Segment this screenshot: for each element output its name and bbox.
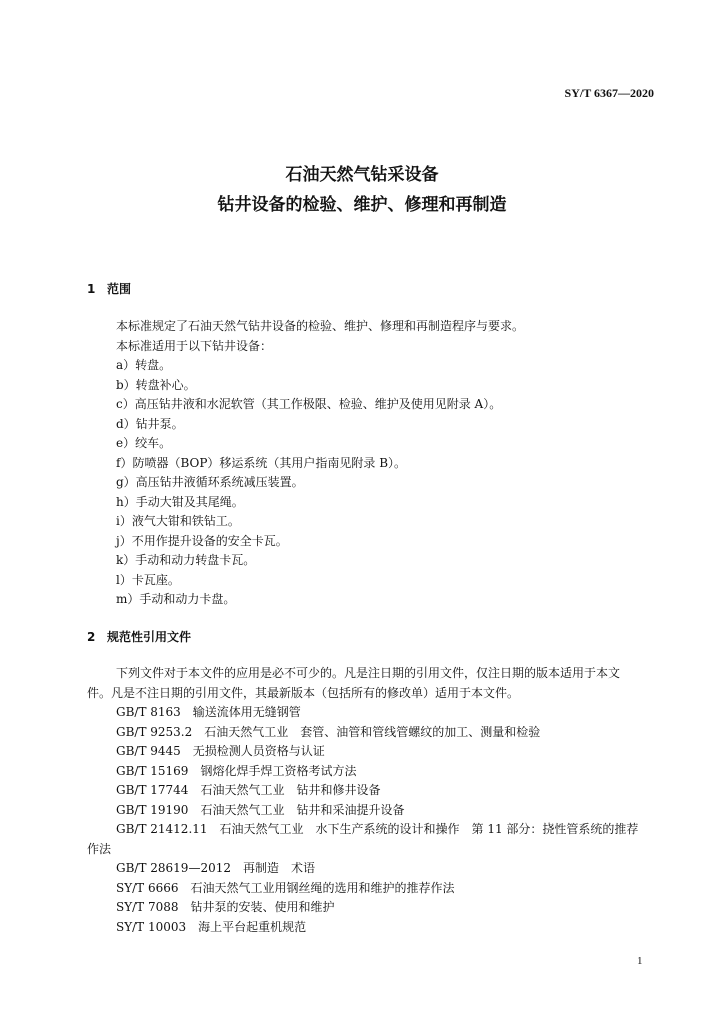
reference-item: GB/T 8163 输送流体用无缝钢管 <box>116 705 301 719</box>
document-title-line-2: 钻井设备的检验、维护、修理和再制造 <box>217 195 507 215</box>
section-1-number: 1 <box>87 282 96 296</box>
reference-item: GB/T 9253.2 石油天然气工业 套管、油管和管线管螺纹的加工、测量和检验 <box>116 725 541 739</box>
reference-item: SY/T 10003 海上平台起重机规范 <box>116 920 307 934</box>
list-item: f）防喷器（BOP）移运系统（其用户指南见附录 B）。 <box>116 456 407 470</box>
list-item: a）转盘。 <box>116 358 172 372</box>
list-item: h）手动大钳及其尾绳。 <box>116 495 244 509</box>
page-number: 1 <box>637 955 643 967</box>
reference-item: SY/T 6666 石油天然气工业用钢丝绳的选用和维护的推荐作法 <box>116 881 455 895</box>
reference-item-continuation: 作法 <box>87 842 112 856</box>
section-1-intro-2: 本标准适用于以下钻井设备： <box>116 339 273 353</box>
document-title-line-1: 石油天然气钻采设备 <box>285 165 439 185</box>
list-item: l）卡瓦座。 <box>116 573 180 587</box>
list-item: i）液气大钳和铁钻工。 <box>116 514 240 528</box>
reference-item: GB/T 9445 无损检测人员资格与认证 <box>116 744 325 758</box>
standard-code: SY/T 6367—2020 <box>564 86 654 100</box>
section-2-number: 2 <box>87 630 96 644</box>
reference-item: GB/T 17744 石油天然气工业 钻井和修井设备 <box>116 783 381 797</box>
reference-item: SY/T 7088 钻井泵的安装、使用和维护 <box>116 900 335 914</box>
list-item: e）绞车。 <box>116 436 172 450</box>
section-2-paragraph-line-2: 件。凡是不注日期的引用文件，其最新版本（包括所有的修改单）适用于本文件。 <box>87 686 520 700</box>
reference-item: GB/T 21412.11 石油天然气工业 水下生产系统的设计和操作 第 11 部分：挠性管系统的推荐 <box>116 822 639 836</box>
section-2-paragraph-line-1: 下列文件对于本文件的应用是必不可少的。凡是注日期的引用文件，仅注日期的版本适用于本文 <box>116 666 621 680</box>
reference-item: GB/T 28619—2012 再制造 术语 <box>116 861 315 875</box>
list-item: g）高压钻井液循环系统减压装置。 <box>116 475 304 489</box>
list-item: c）高压钻井液和水泥软管（其工作极限、检验、维护及使用见附录 A）。 <box>116 397 502 411</box>
reference-item: GB/T 15169 钢熔化焊手焊工资格考试方法 <box>116 764 357 778</box>
section-1-heading <box>87 280 131 297</box>
section-2-heading <box>87 628 191 645</box>
section-1-title: 范围 <box>107 282 132 296</box>
list-item: b）转盘补心。 <box>116 378 196 392</box>
list-item: j）不用作提升设备的安全卡瓦。 <box>116 534 288 548</box>
reference-item: GB/T 19190 石油天然气工业 钻井和采油提升设备 <box>116 803 405 817</box>
section-2-title: 规范性引用文件 <box>107 630 192 644</box>
section-1-intro-1: 本标准规定了石油天然气钻井设备的检验、维护、修理和再制造程序与要求。 <box>116 319 525 333</box>
list-item: k）手动和动力转盘卡瓦。 <box>116 553 256 567</box>
list-item: d）钻井泵。 <box>116 417 184 431</box>
list-item: m）手动和动力卡盘。 <box>116 592 236 606</box>
